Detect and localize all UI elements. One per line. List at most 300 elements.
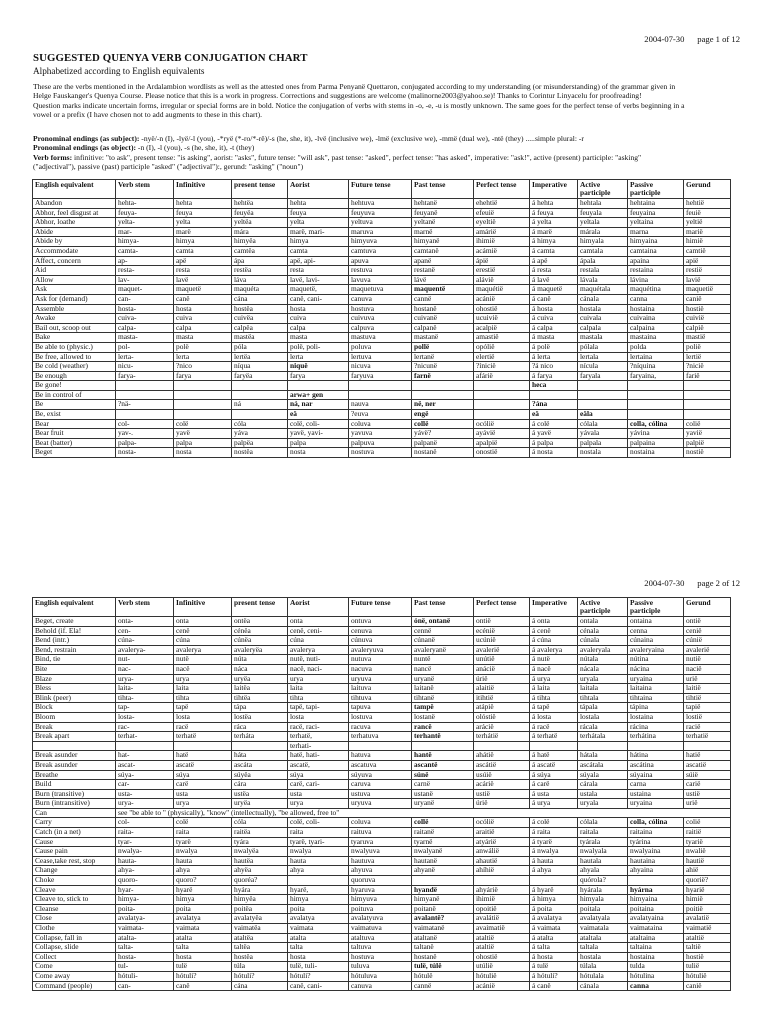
column-header: Gerund bbox=[684, 598, 731, 617]
conjugation-cell: quorië? bbox=[684, 876, 731, 886]
table-row bbox=[33, 617, 731, 627]
conjugation-cell: ihimië bbox=[474, 895, 530, 905]
conjugation-cell: resta bbox=[288, 266, 349, 276]
conjugation-cell: racuva bbox=[349, 722, 412, 732]
conjugation-cell: á nutë bbox=[530, 655, 578, 665]
conjugation-cell: cenë, ceni- bbox=[288, 626, 349, 636]
conjugation-cell: ascat- bbox=[116, 760, 174, 770]
conjugation-cell: laitanë bbox=[412, 684, 474, 694]
conjugation-cell bbox=[232, 381, 288, 391]
conjugation-cell: cána bbox=[232, 981, 288, 991]
conjugation-cell: lostëa bbox=[232, 712, 288, 722]
conjugation-cell: ahyala bbox=[578, 866, 628, 876]
conjugation-cell: niquë bbox=[288, 362, 349, 372]
conjugation-cell: losta bbox=[174, 712, 232, 722]
verb-table-page1 bbox=[32, 179, 731, 458]
conjugation-cell: hosta bbox=[288, 952, 349, 962]
conjugation-cell: súnë bbox=[412, 770, 474, 780]
conjugation-cell: engë bbox=[412, 410, 474, 420]
conjugation-cell: yav-. bbox=[116, 429, 174, 439]
conjugation-cell: calpa- bbox=[116, 323, 174, 333]
conjugation-cell: coluva bbox=[349, 818, 412, 828]
table-row bbox=[33, 227, 731, 237]
conjugation-cell: quórola? bbox=[578, 876, 628, 886]
conjugation-cell bbox=[474, 381, 530, 391]
conjugation-cell: á urya bbox=[530, 674, 578, 684]
conjugation-cell: restëa bbox=[232, 266, 288, 276]
conjugation-cell bbox=[116, 390, 174, 400]
conjugation-cell: losta- bbox=[116, 712, 174, 722]
table-row bbox=[33, 246, 731, 256]
conjugation-cell: nut- bbox=[116, 655, 174, 665]
conjugation-cell: tulë bbox=[174, 962, 232, 972]
conjugation-cell: lavë bbox=[174, 275, 232, 285]
conjugation-cell: racë, raci- bbox=[288, 722, 349, 732]
conjugation-cell: cúnië bbox=[684, 636, 731, 646]
conjugation-cell: ?á nico bbox=[530, 362, 578, 372]
conjugation-cell: farya bbox=[174, 371, 232, 381]
conjugation-cell: cuivëa bbox=[232, 314, 288, 324]
conjugation-cell: hehta bbox=[288, 199, 349, 209]
english-cell: Be in control of bbox=[33, 390, 116, 400]
conjugation-cell: raituva bbox=[349, 828, 412, 838]
conjugation-cell: canna bbox=[628, 294, 684, 304]
conjugation-cell: colla, cólina bbox=[628, 419, 684, 429]
conjugation-cell: carnë bbox=[412, 780, 474, 790]
conjugation-cell: canuva bbox=[349, 294, 412, 304]
conjugation-cell bbox=[628, 390, 684, 400]
conjugation-cell: himyaina bbox=[628, 237, 684, 247]
table-row bbox=[33, 722, 731, 732]
conjugation-cell: á tulë bbox=[530, 962, 578, 972]
intro-paragraph bbox=[33, 82, 738, 120]
conjugation-cell: poitië bbox=[684, 904, 731, 914]
conjugation-cell: lostuva bbox=[349, 712, 412, 722]
conjugation-cell: níqua bbox=[232, 362, 288, 372]
conjugation-cell: nutuva bbox=[349, 655, 412, 665]
conjugation-cell: cen- bbox=[116, 626, 174, 636]
conjugation-cell: nacë bbox=[174, 664, 232, 674]
conjugation-cell: utúlië bbox=[474, 962, 530, 972]
conjugation-cell: á yavë bbox=[530, 429, 578, 439]
conjugation-cell: taltëa bbox=[232, 943, 288, 953]
conjugation-cell: canë, cani- bbox=[288, 294, 349, 304]
english-cell: Break asunder bbox=[33, 751, 116, 761]
conjugation-cell: á raita bbox=[530, 828, 578, 838]
conjugation-cell: carë, cari- bbox=[288, 780, 349, 790]
conjugation-cell: hehtala bbox=[578, 199, 628, 209]
conjugation-cell: urya bbox=[288, 674, 349, 684]
table-row bbox=[33, 237, 731, 247]
conjugation-cell: hyárna bbox=[628, 885, 684, 895]
english-cell: Come away bbox=[33, 971, 116, 981]
conjugation-cell: cána bbox=[232, 294, 288, 304]
conjugation-cell: rácala bbox=[578, 722, 628, 732]
conjugation-cell: rácina bbox=[628, 722, 684, 732]
page1-number: page 1 of 12 bbox=[697, 34, 740, 44]
conjugation-cell: á vaimata bbox=[530, 924, 578, 934]
conjugation-cell: himyëa bbox=[232, 895, 288, 905]
table-row bbox=[33, 914, 731, 924]
conjugation-cell: ucuivië bbox=[474, 314, 530, 324]
conjugation-cell: acárië bbox=[474, 780, 530, 790]
conjugation-cell: laitala bbox=[578, 684, 628, 694]
conjugation-cell: nostëa bbox=[232, 448, 288, 458]
conjugation-cell: taltanë bbox=[412, 943, 474, 953]
conjugation-cell: vaimatanë bbox=[412, 924, 474, 934]
conjugation-cell: himyëa bbox=[232, 237, 288, 247]
english-cell: Cause pain bbox=[33, 847, 116, 857]
conjugation-cell: urië bbox=[684, 674, 731, 684]
english-cell: Bake bbox=[33, 333, 116, 343]
table-row bbox=[33, 799, 731, 809]
conjugation-cell bbox=[474, 400, 530, 410]
conjugation-cell: racië bbox=[684, 722, 731, 732]
conjugation-cell: á tihta bbox=[530, 693, 578, 703]
conjugation-cell: feuya bbox=[174, 208, 232, 218]
conjugation-cell: quoro? bbox=[174, 876, 232, 886]
conjugation-cell: camtala bbox=[578, 246, 628, 256]
conjugation-cell: canië bbox=[684, 981, 731, 991]
conjugation-cell: camta bbox=[174, 246, 232, 256]
conjugation-cell: úrië bbox=[474, 799, 530, 809]
conjugation-cell: á palpa bbox=[530, 438, 578, 448]
conjugation-cell: palpala bbox=[578, 438, 628, 448]
conjugation-cell: ahyanë bbox=[412, 866, 474, 876]
conjugation-cell: hostala bbox=[578, 304, 628, 314]
legend-forms bbox=[33, 153, 738, 162]
conjugation-cell: hauta bbox=[174, 856, 232, 866]
conjugation-cell: túla bbox=[232, 962, 288, 972]
conjugation-cell: nwalyaina bbox=[628, 847, 684, 857]
conjugation-cell: heca bbox=[530, 381, 578, 391]
conjugation-cell: ontala bbox=[578, 617, 628, 627]
conjugation-cell: feuyaina bbox=[628, 208, 684, 218]
table-row bbox=[33, 828, 731, 838]
page2-date: 2004-07-30 bbox=[644, 578, 685, 588]
conjugation-cell: avaleryuva bbox=[349, 645, 412, 655]
conjugation-cell: yelta bbox=[174, 218, 232, 228]
conjugation-cell: uryuva bbox=[349, 674, 412, 684]
conjugation-cell bbox=[288, 381, 349, 391]
conjugation-cell: masta bbox=[174, 333, 232, 343]
conjugation-cell: ascáta bbox=[232, 760, 288, 770]
conjugation-cell bbox=[412, 876, 474, 886]
conjugation-cell: tihta- bbox=[116, 693, 174, 703]
conjugation-cell: ?nicunë bbox=[412, 362, 474, 372]
conjugation-cell: taltië bbox=[684, 943, 731, 953]
conjugation-cell: carë bbox=[174, 780, 232, 790]
conjugation-cell: yáva bbox=[232, 429, 288, 439]
conjugation-cell: uryanë bbox=[412, 799, 474, 809]
conjugation-cell: ataltaina bbox=[628, 933, 684, 943]
conjugation-cell: cúnëa bbox=[232, 636, 288, 646]
table-row bbox=[33, 371, 731, 381]
conjugation-cell: elertië bbox=[474, 352, 530, 362]
conjugation-cell: restuva bbox=[349, 266, 412, 276]
conjugation-cell: ahië bbox=[684, 866, 731, 876]
english-cell: Bloom bbox=[33, 712, 116, 722]
conjugation-cell: ataltanë bbox=[412, 933, 474, 943]
conjugation-cell: maquetë bbox=[174, 285, 232, 295]
conjugation-cell: camtaina bbox=[628, 246, 684, 256]
conjugation-cell: hautanë bbox=[412, 856, 474, 866]
column-header: present tense bbox=[232, 598, 288, 617]
conjugation-cell: á colë bbox=[530, 419, 578, 429]
conjugation-cell: tyaruva bbox=[349, 837, 412, 847]
english-cell: Choke bbox=[33, 876, 116, 886]
conjugation-cell: á canë bbox=[530, 981, 578, 991]
english-cell: Beget, create bbox=[33, 617, 116, 627]
conjugation-cell: hótuluva bbox=[349, 971, 412, 981]
conjugation-cell: vaimatië bbox=[684, 924, 731, 934]
conjugation-cell bbox=[349, 390, 412, 400]
table-row bbox=[33, 924, 731, 934]
conjugation-cell: see "be able to " (physically), "know" (intellectually), "be allowed, free to" bbox=[116, 808, 731, 818]
conjugation-cell: palpa bbox=[174, 438, 232, 448]
conjugation-cell: ataltuva bbox=[349, 933, 412, 943]
conjugation-cell: tapuva bbox=[349, 703, 412, 713]
conjugation-cell: hosta bbox=[174, 304, 232, 314]
conjugation-cell: resta bbox=[174, 266, 232, 276]
conjugation-cell: palpaina bbox=[628, 438, 684, 448]
conjugation-cell: hauta- bbox=[116, 856, 174, 866]
conjugation-cell: ustië bbox=[684, 789, 731, 799]
conjugation-cell: cúna- bbox=[116, 636, 174, 646]
conjugation-cell: ráca bbox=[232, 722, 288, 732]
conjugation-cell: himyanë bbox=[412, 895, 474, 905]
conjugation-cell: tyarnë bbox=[412, 837, 474, 847]
conjugation-cell: ustëa bbox=[232, 789, 288, 799]
conjugation-cell: tyar- bbox=[116, 837, 174, 847]
conjugation-cell bbox=[174, 400, 232, 410]
conjugation-cell: hatuva bbox=[349, 751, 412, 761]
legend-object bbox=[33, 143, 738, 152]
conjugation-cell: ontuva bbox=[349, 617, 412, 627]
conjugation-cell: yeltuva bbox=[349, 218, 412, 228]
conjugation-cell: polië bbox=[684, 342, 731, 352]
conjugation-cell: nwalyëa bbox=[232, 847, 288, 857]
conjugation-cell bbox=[412, 741, 474, 751]
conjugation-cell: á usta bbox=[530, 789, 578, 799]
conjugation-cell: canna bbox=[628, 981, 684, 991]
conjugation-cell: feuya- bbox=[116, 208, 174, 218]
conjugation-cell: nosta- bbox=[116, 448, 174, 458]
conjugation-cell: hótuli? bbox=[174, 971, 232, 981]
conjugation-cell: itihtië bbox=[474, 693, 530, 703]
conjugation-cell: túlala bbox=[578, 962, 628, 972]
table-row bbox=[33, 808, 731, 818]
conjugation-cell: cóla bbox=[232, 419, 288, 429]
conjugation-cell: ascatuva bbox=[349, 760, 412, 770]
conjugation-cell: mastëa bbox=[232, 333, 288, 343]
conjugation-cell bbox=[578, 381, 628, 391]
conjugation-cell: tulië bbox=[684, 962, 731, 972]
conjugation-cell: polda bbox=[628, 342, 684, 352]
english-cell: Awake bbox=[33, 314, 116, 324]
conjugation-cell: ayávië bbox=[474, 429, 530, 439]
document-subtitle: Alphabetized according to English equivalents bbox=[33, 66, 205, 76]
conjugation-cell bbox=[349, 741, 412, 751]
conjugation-cell: coluva bbox=[349, 419, 412, 429]
conjugation-cell: lavë, lavi- bbox=[288, 275, 349, 285]
conjugation-cell: cuiva- bbox=[116, 314, 174, 324]
conjugation-cell: ascantë bbox=[412, 760, 474, 770]
table-row bbox=[33, 818, 731, 828]
english-cell: Abide by bbox=[33, 237, 116, 247]
conjugation-cell bbox=[684, 410, 731, 420]
conjugation-cell: feuyanë bbox=[412, 208, 474, 218]
conjugation-cell: colë, coli- bbox=[288, 419, 349, 429]
table-row bbox=[33, 789, 731, 799]
english-cell: Abhor, feel disgust at bbox=[33, 208, 116, 218]
conjugation-cell: terhatë bbox=[174, 732, 232, 742]
conjugation-cell: lerta- bbox=[116, 352, 174, 362]
conjugation-cell: tampë bbox=[412, 703, 474, 713]
conjugation-cell: ustaina bbox=[628, 789, 684, 799]
conjugation-cell: á feuya bbox=[530, 208, 578, 218]
conjugation-cell: hostëa bbox=[232, 952, 288, 962]
conjugation-cell: uryala bbox=[578, 799, 628, 809]
conjugation-cell: faryaina, bbox=[628, 371, 684, 381]
conjugation-cell: pólala bbox=[578, 342, 628, 352]
conjugation-cell: lertië bbox=[684, 352, 731, 362]
conjugation-cell: pollë bbox=[412, 342, 474, 352]
table-header-row bbox=[33, 598, 731, 617]
conjugation-cell: ohostië bbox=[474, 952, 530, 962]
conjugation-cell: ahya- bbox=[116, 866, 174, 876]
conjugation-cell: tuluva bbox=[349, 962, 412, 972]
english-cell: Be cold (weather) bbox=[33, 362, 116, 372]
conjugation-cell: lavuva bbox=[349, 275, 412, 285]
conjugation-cell: nwalya bbox=[174, 847, 232, 857]
conjugation-cell: tihtanë bbox=[412, 693, 474, 703]
conjugation-cell: tyárala bbox=[578, 837, 628, 847]
conjugation-cell: á himya bbox=[530, 895, 578, 905]
english-cell: Cause bbox=[33, 837, 116, 847]
conjugation-cell: usúië bbox=[474, 770, 530, 780]
conjugation-cell: efeuië bbox=[474, 208, 530, 218]
conjugation-cell: hehtëa bbox=[232, 199, 288, 209]
conjugation-cell: amárië bbox=[474, 227, 530, 237]
english-cell: Break bbox=[33, 722, 116, 732]
conjugation-cell: á calpa bbox=[530, 323, 578, 333]
conjugation-cell: mára bbox=[232, 227, 288, 237]
conjugation-cell: marnë bbox=[412, 227, 474, 237]
conjugation-cell: nutë bbox=[174, 655, 232, 665]
conjugation-cell: poitaina bbox=[628, 904, 684, 914]
conjugation-cell: canë bbox=[174, 981, 232, 991]
conjugation-cell: mastuva bbox=[349, 333, 412, 343]
conjugation-cell: cúna bbox=[288, 636, 349, 646]
table-row bbox=[33, 400, 731, 410]
conjugation-cell: cúnala bbox=[578, 636, 628, 646]
conjugation-cell: opoitië bbox=[474, 904, 530, 914]
conjugation-cell: ustië bbox=[474, 789, 530, 799]
legend-subject bbox=[33, 134, 738, 143]
legend-forms-text: infinitive: "to ask", present tense: "is asking", aorist: "asks", future tense: "will ask", past tense: "asked", perfect tense: "has asked", imperative: "ask!", active (present) participle: "asking" bbox=[72, 152, 642, 162]
conjugation-cell bbox=[474, 876, 530, 886]
conjugation-cell: restanë bbox=[412, 266, 474, 276]
conjugation-cell: hehtanë bbox=[412, 199, 474, 209]
conjugation-cell: ataltië bbox=[474, 943, 530, 953]
conjugation-cell: cánala bbox=[578, 294, 628, 304]
table-row bbox=[33, 760, 731, 770]
intro-line: Helge Fauskanger's Quenya Course. Please notice that this is a work in progress. Corrections and suggestions are welcome (malinorne2003@yahoo.se)! Thanks to Corintur Linyacelu for proofreading! bbox=[33, 91, 642, 101]
conjugation-cell: terhati- bbox=[288, 741, 349, 751]
conjugation-cell: avalatyuva bbox=[349, 914, 412, 924]
conjugation-cell: yávë? bbox=[412, 429, 474, 439]
conjugation-cell: palpië bbox=[684, 438, 731, 448]
conjugation-cell: nicuva bbox=[349, 362, 412, 372]
page2-header bbox=[644, 578, 740, 588]
conjugation-cell: hótuli? bbox=[288, 971, 349, 981]
table-row bbox=[33, 655, 731, 665]
conjugation-cell: rac- bbox=[116, 722, 174, 732]
conjugation-cell: terhantë bbox=[412, 732, 474, 742]
conjugation-cell: lertuva bbox=[349, 352, 412, 362]
conjugation-cell: hatë, hati- bbox=[288, 751, 349, 761]
conjugation-cell: racë bbox=[174, 722, 232, 732]
conjugation-cell: erestië bbox=[474, 266, 530, 276]
conjugation-cell: faryuva bbox=[349, 371, 412, 381]
column-header: Future tense bbox=[349, 180, 412, 199]
conjugation-cell: onta bbox=[288, 617, 349, 627]
conjugation-cell: taltuva bbox=[349, 943, 412, 953]
english-cell: Block bbox=[33, 703, 116, 713]
conjugation-cell bbox=[174, 381, 232, 391]
conjugation-cell: núta bbox=[232, 655, 288, 665]
english-cell: Ask bbox=[33, 285, 116, 295]
conjugation-cell: himië bbox=[684, 895, 731, 905]
conjugation-cell: tihtuva bbox=[349, 693, 412, 703]
conjugation-cell: náca bbox=[232, 664, 288, 674]
conjugation-cell bbox=[684, 390, 731, 400]
conjugation-cell: hatë bbox=[174, 751, 232, 761]
page1-header bbox=[644, 34, 740, 44]
english-cell: Close bbox=[33, 914, 116, 924]
conjugation-cell: avalatyaina bbox=[628, 914, 684, 924]
conjugation-cell: hehta bbox=[174, 199, 232, 209]
conjugation-cell: á masta bbox=[530, 333, 578, 343]
english-cell: Be able to (physic.) bbox=[33, 342, 116, 352]
conjugation-cell: nostanë bbox=[412, 448, 474, 458]
conjugation-cell: vaimata- bbox=[116, 924, 174, 934]
column-header: Passive participle bbox=[628, 180, 684, 199]
table-header-row bbox=[33, 180, 731, 199]
conjugation-cell: lerta bbox=[288, 352, 349, 362]
conjugation-cell: nwalyanë bbox=[412, 847, 474, 857]
conjugation-cell: alávië bbox=[474, 275, 530, 285]
intro-line: vowel or a prefix (I have chosen not to add augments to these in this chart). bbox=[33, 110, 263, 120]
table-row bbox=[33, 693, 731, 703]
conjugation-cell: hostaina bbox=[628, 304, 684, 314]
conjugation-cell: uryanë bbox=[412, 674, 474, 684]
conjugation-cell: hosta- bbox=[116, 304, 174, 314]
conjugation-cell: cuiva bbox=[288, 314, 349, 324]
conjugation-cell: në, ner bbox=[412, 400, 474, 410]
conjugation-cell: apanë bbox=[412, 256, 474, 266]
conjugation-cell: nosta bbox=[174, 448, 232, 458]
column-header: Active participle bbox=[578, 598, 628, 617]
conjugation-cell: yeltië bbox=[684, 218, 731, 228]
conjugation-cell: raitië bbox=[684, 828, 731, 838]
column-header: Aorist bbox=[288, 598, 349, 617]
table-row bbox=[33, 866, 731, 876]
column-header: Past tense bbox=[412, 180, 474, 199]
conjugation-cell: tápala bbox=[578, 703, 628, 713]
table-row bbox=[33, 741, 731, 751]
